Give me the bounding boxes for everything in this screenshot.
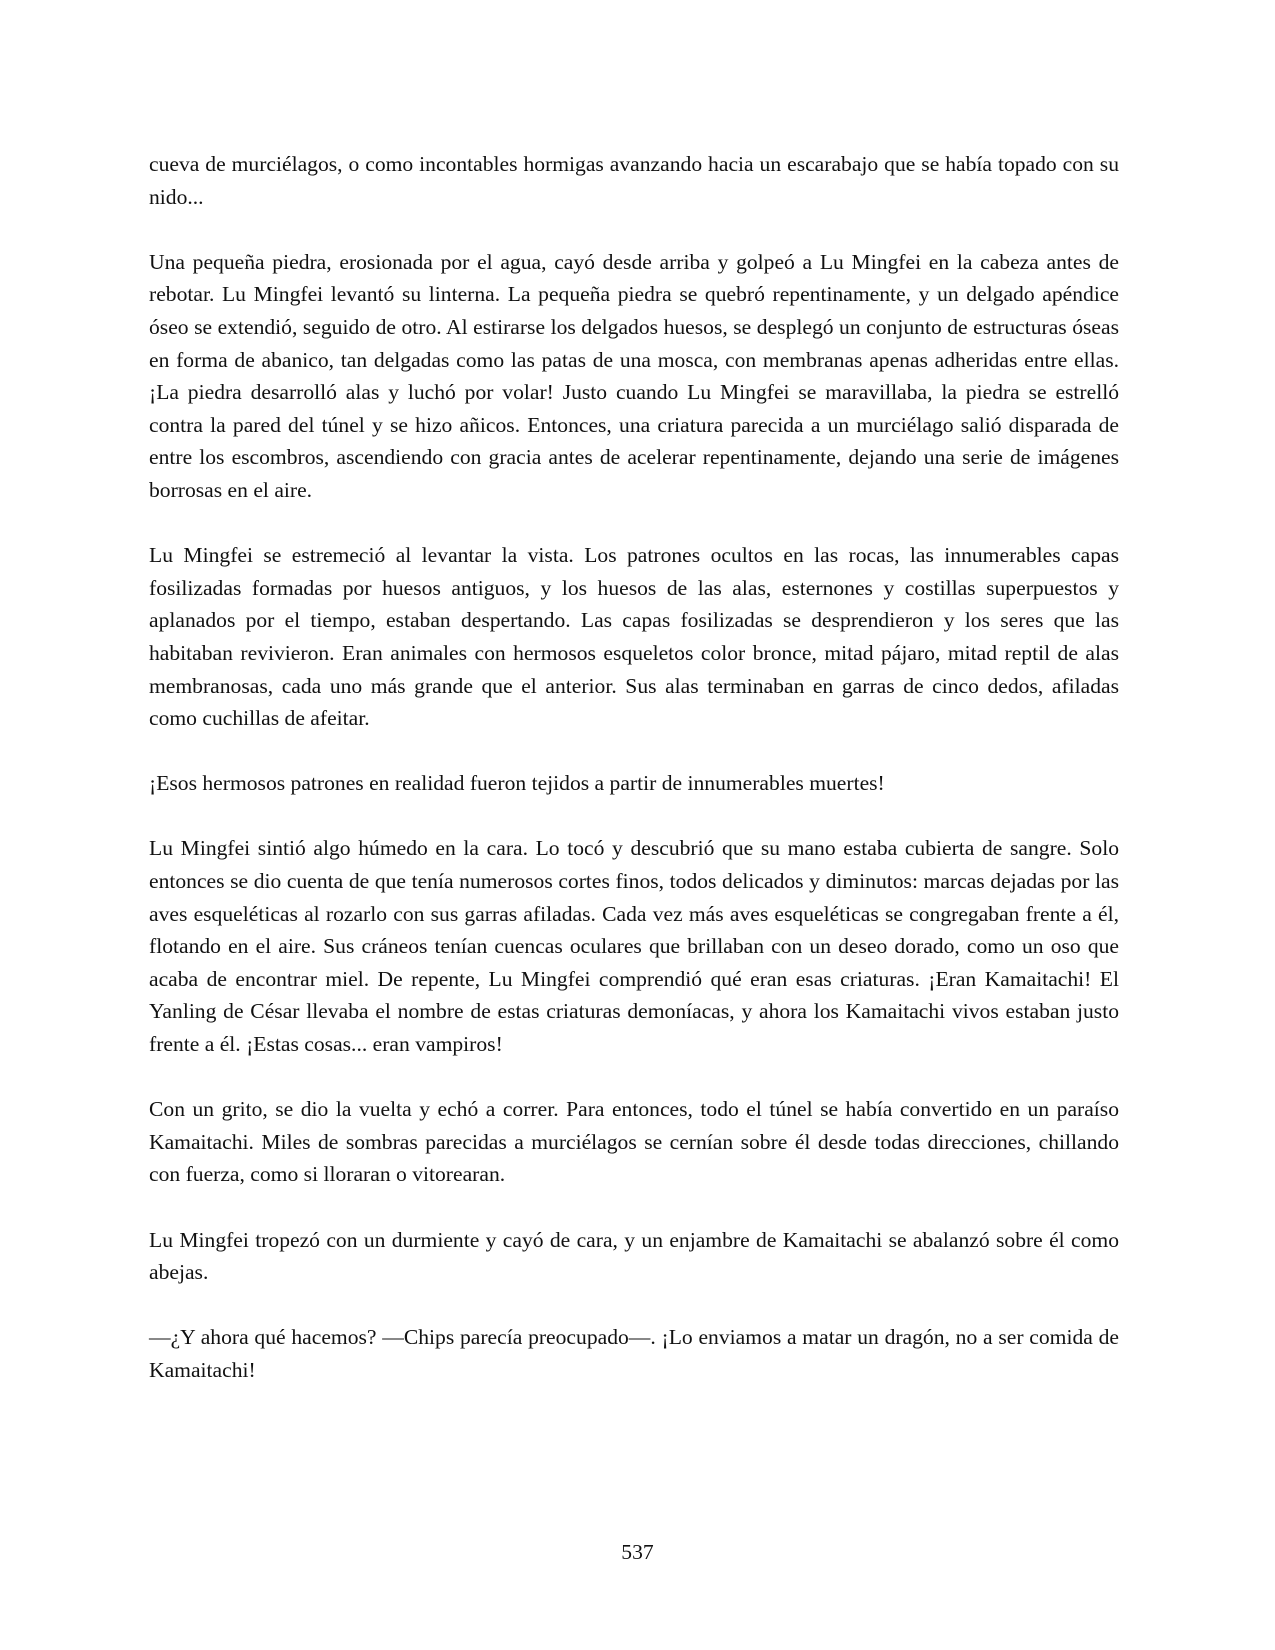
paragraph-4: ¡Esos hermosos patrones en realidad fueron tejidos a partir de innumerables muertes! — [149, 771, 885, 796]
body-text — [149, 148, 1119, 1419]
paragraph-2: Una pequeña piedra, erosionada por el agua, cayó desde arriba y golpeó a Lu Mingfei en la cabeza antes de rebotar. Lu Mingfei levantó su linterna. La pequeña piedra se quebró repentinamente, y un delgado apéndice óseo se extendió, seguido de otro. Al estirarse los delgados huesos, se desplegó un conjunto de estructuras óseas en forma de abanico, tan delgadas como las patas de una mosca, con membranas apenas adheridas entre ellas. ¡La piedra desarrolló alas y luchó por volar! Justo cuando Lu Mingfei se maravillaba, la piedra se estrelló contra la pared del túnel y se hizo añicos. Entonces, una criatura parecida a un murciélago salió disparada de entre los escombros, ascendiendo con gracia antes de acelerar repentinamente, dejando una serie de imágenes borrosas en el aire. — [149, 249, 1119, 502]
paragraph-6: Con un grito, se dio la vuelta y echó a correr. Para entonces, todo el túnel se había convertido en un paraíso Kamaitachi. Miles de sombras parecidas a murciélagos se cernían sobre él desde todas direcciones, chillando con fuerza, como si lloraran o vitorearan. — [149, 1097, 1119, 1187]
paragraph-3: Lu Mingfei se estremeció al levantar la vista. Los patrones ocultos en las rocas, las innumerables capas fosilizadas formadas por huesos antiguos, y los huesos de las alas, esternones y costillas superpuestos y aplanados por el tiempo, estaban despertando. Las capas fosilizadas se desprendieron y los seres que las habitaban revivieron. Eran animales con hermosos esqueletos color bronce, mitad pájaro, mitad reptil de alas membranosas, cada uno más grande que el anterior. Sus alas terminaban en garras de cinco dedos, afiladas como cuchillas de afeitar. — [149, 543, 1119, 731]
paragraph-1: cueva de murciélagos, o como incontables hormigas avanzando hacia un escarabajo que se había topado con su nido... — [149, 152, 1119, 209]
paragraph-8: —¿Y ahora qué hacemos? —Chips parecía preocupado—. ¡Lo enviamos a matar un dragón, no a ser comida de Kamaitachi! — [149, 1325, 1119, 1382]
paragraph-5: Lu Mingfei sintió algo húmedo en la cara. Lo tocó y descubrió que su mano estaba cubierta de sangre. Solo entonces se dio cuenta de que tenía numerosos cortes finos, todos delicados y diminutos: marcas dejadas por las aves esqueléticas al rozarlo con sus garras afiladas. Cada vez más aves esqueléticas se congregaban frente a él, flotando en el aire. Sus cráneos tenían cuencas oculares que brillaban con un deseo dorado, como un oso que acaba de encontrar miel. De repente, Lu Mingfei comprendió qué eran esas criaturas. ¡Eran Kamaitachi! El Yanling de César llevaba el nombre de estas criaturas demoníacas, y ahora los Kamaitachi vivos estaban justo frente a él. ¡Estas cosas... eran vampiros! — [149, 836, 1119, 1057]
page-number: 537 — [621, 1540, 654, 1564]
paragraph-7: Lu Mingfei tropezó con un durmiente y cayó de cara, y un enjambre de Kamaitachi se abalanzó sobre él como abejas. — [149, 1227, 1119, 1285]
